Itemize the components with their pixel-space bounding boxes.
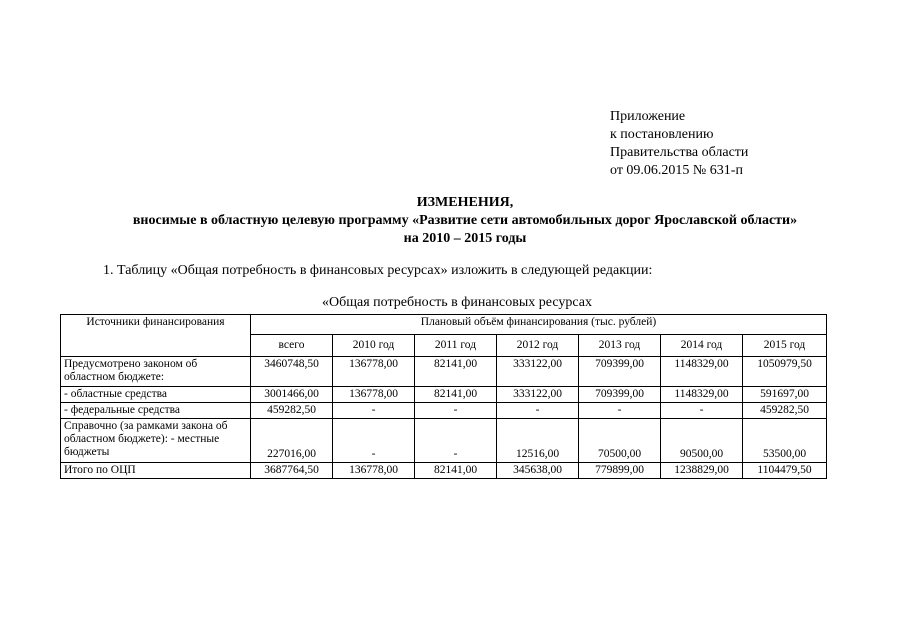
col-header: 2013 год <box>579 335 661 357</box>
cell-value: 709399,00 <box>579 387 661 403</box>
table-row <box>61 403 827 419</box>
col-header: всего <box>251 335 333 357</box>
cell-value: - <box>333 419 415 463</box>
row-label: - федеральные средства <box>61 403 251 419</box>
row-label: Справочно (за рамками закона об областном бюджете): - местные бюджеты <box>61 419 251 463</box>
cell-value: 227016,00 <box>251 419 333 463</box>
cell-value: 136778,00 <box>333 357 415 387</box>
cell-value: 1148329,00 <box>661 387 743 403</box>
heading-title: ИЗМЕНЕНИЯ, <box>416 195 514 210</box>
cell-value: 709399,00 <box>579 357 661 387</box>
col-header: 2010 год <box>333 335 415 357</box>
appendix-block <box>610 108 748 180</box>
cell-value: 3460748,50 <box>251 357 333 387</box>
table-row-total <box>61 463 827 479</box>
heading-subtitle: вносимые в областную целевую программу «Развитие сети автомобильных дорог Ярославской области» <box>132 213 798 228</box>
cell-value: - <box>497 403 579 419</box>
table-row <box>61 357 827 387</box>
volume-header: Плановый объём финансирования (тыс. рублей) <box>251 315 827 335</box>
col-header: 2014 год <box>661 335 743 357</box>
cell-value: 82141,00 <box>415 357 497 387</box>
col-header: 2012 год <box>497 335 579 357</box>
col-header: 2011 год <box>415 335 497 357</box>
source-header: Источники финансирования <box>61 315 251 357</box>
cell-value: 12516,00 <box>497 419 579 463</box>
cell-value: 591697,00 <box>743 387 827 403</box>
cell-value: 136778,00 <box>333 387 415 403</box>
cell-value: 90500,00 <box>661 419 743 463</box>
appendix-line-2: к постановлению <box>610 127 714 142</box>
cell-value: 459282,50 <box>743 403 827 419</box>
heading-period: на 2010 – 2015 годы <box>403 231 527 246</box>
cell-value: 345638,00 <box>497 463 579 479</box>
cell-value: - <box>661 403 743 419</box>
cell-value: 779899,00 <box>579 463 661 479</box>
cell-value: 1104479,50 <box>743 463 827 479</box>
cell-value: - <box>415 403 497 419</box>
cell-value: 1050979,50 <box>743 357 827 387</box>
cell-value: 53500,00 <box>743 419 827 463</box>
cell-value: 1148329,00 <box>661 357 743 387</box>
instruction-paragraph: 1. Таблицу «Общая потребность в финансовых ресурсах» изложить в следующей редакции: <box>103 263 653 278</box>
financing-table <box>60 314 827 479</box>
cell-value: 333122,00 <box>497 387 579 403</box>
appendix-line-1: Приложение <box>610 109 686 124</box>
cell-value: - <box>579 403 661 419</box>
row-label: - областные средства <box>61 387 251 403</box>
cell-value: 1238829,00 <box>661 463 743 479</box>
cell-value: 3687764,50 <box>251 463 333 479</box>
document-heading <box>60 194 870 248</box>
cell-value: 3001466,00 <box>251 387 333 403</box>
appendix-line-4: от 09.06.2015 № 631-п <box>610 163 743 178</box>
cell-value: 70500,00 <box>579 419 661 463</box>
cell-value: - <box>333 403 415 419</box>
cell-value: - <box>415 419 497 463</box>
cell-value: 82141,00 <box>415 463 497 479</box>
table-row <box>61 387 827 403</box>
row-label: Предусмотрено законом об областном бюджете: <box>61 357 251 387</box>
cell-value: 333122,00 <box>497 357 579 387</box>
cell-value: 459282,50 <box>251 403 333 419</box>
table-caption: «Общая потребность в финансовых ресурсах <box>322 295 592 310</box>
col-header: 2015 год <box>743 335 827 357</box>
row-label: Итого по ОЦП <box>61 463 251 479</box>
header-row <box>61 315 827 335</box>
cell-value: 82141,00 <box>415 387 497 403</box>
table-row <box>61 419 827 463</box>
cell-value: 136778,00 <box>333 463 415 479</box>
appendix-line-3: Правительства области <box>610 145 749 160</box>
